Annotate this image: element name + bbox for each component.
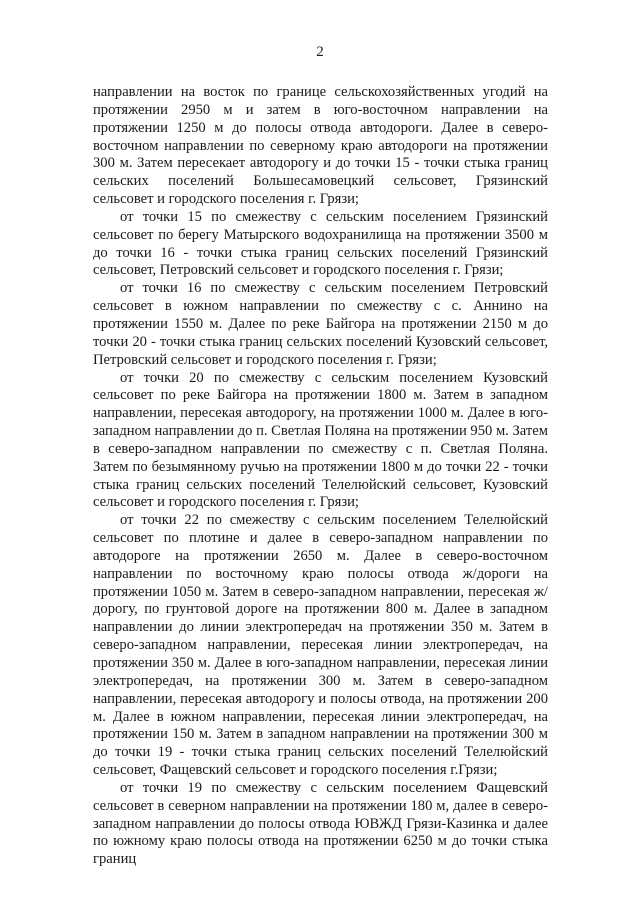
paragraph-point-20: от точки 20 по смежеству с сельским поселением Кузовский сельсовет по реке Байгора на протяжении 1800 м. Затем в западном направлении, пересекая автодорогу, на протяжении 1000 м. Далее в юго-западном направлении до п. Светлая Поляна на протяжении 950 м. Затем в северо-западном направлении по смежеству с п. Светлая Поляна. Затем по безымянному ручью на протяжении 1800 м до точки 22 - точки стыка границ сельских поселений Телелюйский сельсовет, Кузовский сельсовет и городского поселения г. Грязи; (93, 369, 548, 511)
page-number: 2 (316, 44, 324, 60)
paragraph-point-19: от точки 19 по смежеству с сельским поселением Фащевский сельсовет в северном направлении на протяжении 180 м, далее в северо-западном направлении до полосы отвода ЮВЖД Грязи-Казинка и далее по южному краю полосы отвода на протяжении 6250 м до точки стыка границ (93, 779, 548, 868)
paragraph-continuation: направлении на восток по границе сельскохозяйственных угодий на протяжении 2950 м и затем в юго-восточном направлении на протяжении 1250 м до полосы отвода автодороги. Далее в северо-восточном направлении по северному краю автодороги на протяжении 300 м. Затем пересекает автодорогу и до точки 15 - точки стыка границ сельских поселений Большесамовецкий сельсовет, Грязинский сельсовет и городского поселения г. Грязи; (93, 84, 548, 208)
body-text (93, 84, 548, 869)
paragraph-point-16: от точки 16 по смежеству с сельским поселением Петровский сельсовет в южном направлении по смежеству с с. Аннино на протяжении 1550 м. Далее по реке Байгора на протяжении 2150 м до точки 20 - точки стыка границ сельских поселений Кузовский сельсовет, Петровский сельсовет и городского поселения г. Грязи; (93, 280, 548, 368)
paragraph-point-15: от точки 15 по смежеству с сельским поселением Грязинский сельсовет по берегу Матырского водохранилища на протяжении 3500 м до точки 16 - точки стыка границ сельских поселений Грязинский сельсовет, Петровский сельсовет и городского поселения г. Грязи; (93, 208, 548, 279)
paragraph-point-22: от точки 22 по смежеству с сельским поселением Телелюйский сельсовет по плотине и далее в северо-западном направлении по автодороге на протяжении 2650 м. Далее в северо-восточном направлении по восточному краю полосы отвода ж/дороги на протяжении 1050 м. Затем в северо-западном направлении, пересекая ж/дорогу, по грунтовой дороге на протяжении 800 м. Далее в западном направлении до линии электропередач на протяжении 350 м. Затем в северо-западном направлении, пересекая линии электропередач, на протяжении 350 м. Далее в юго-западном направлении, пересекая линии электропередач, на протяжении 300 м. Затем в северо-западном направлении, пересекая автодорогу и полосы отвода, на протяжении 200 м. Далее в южном направлении, пересекая линии электропередач, на протяжении 150 м. Затем в западном направлении на протяжении 300 м до точки 19 - точки стыка границ сельских поселений Телелюйский сельсовет, Фащевский сельсовет и городского поселения г.Грязи; (93, 512, 548, 779)
